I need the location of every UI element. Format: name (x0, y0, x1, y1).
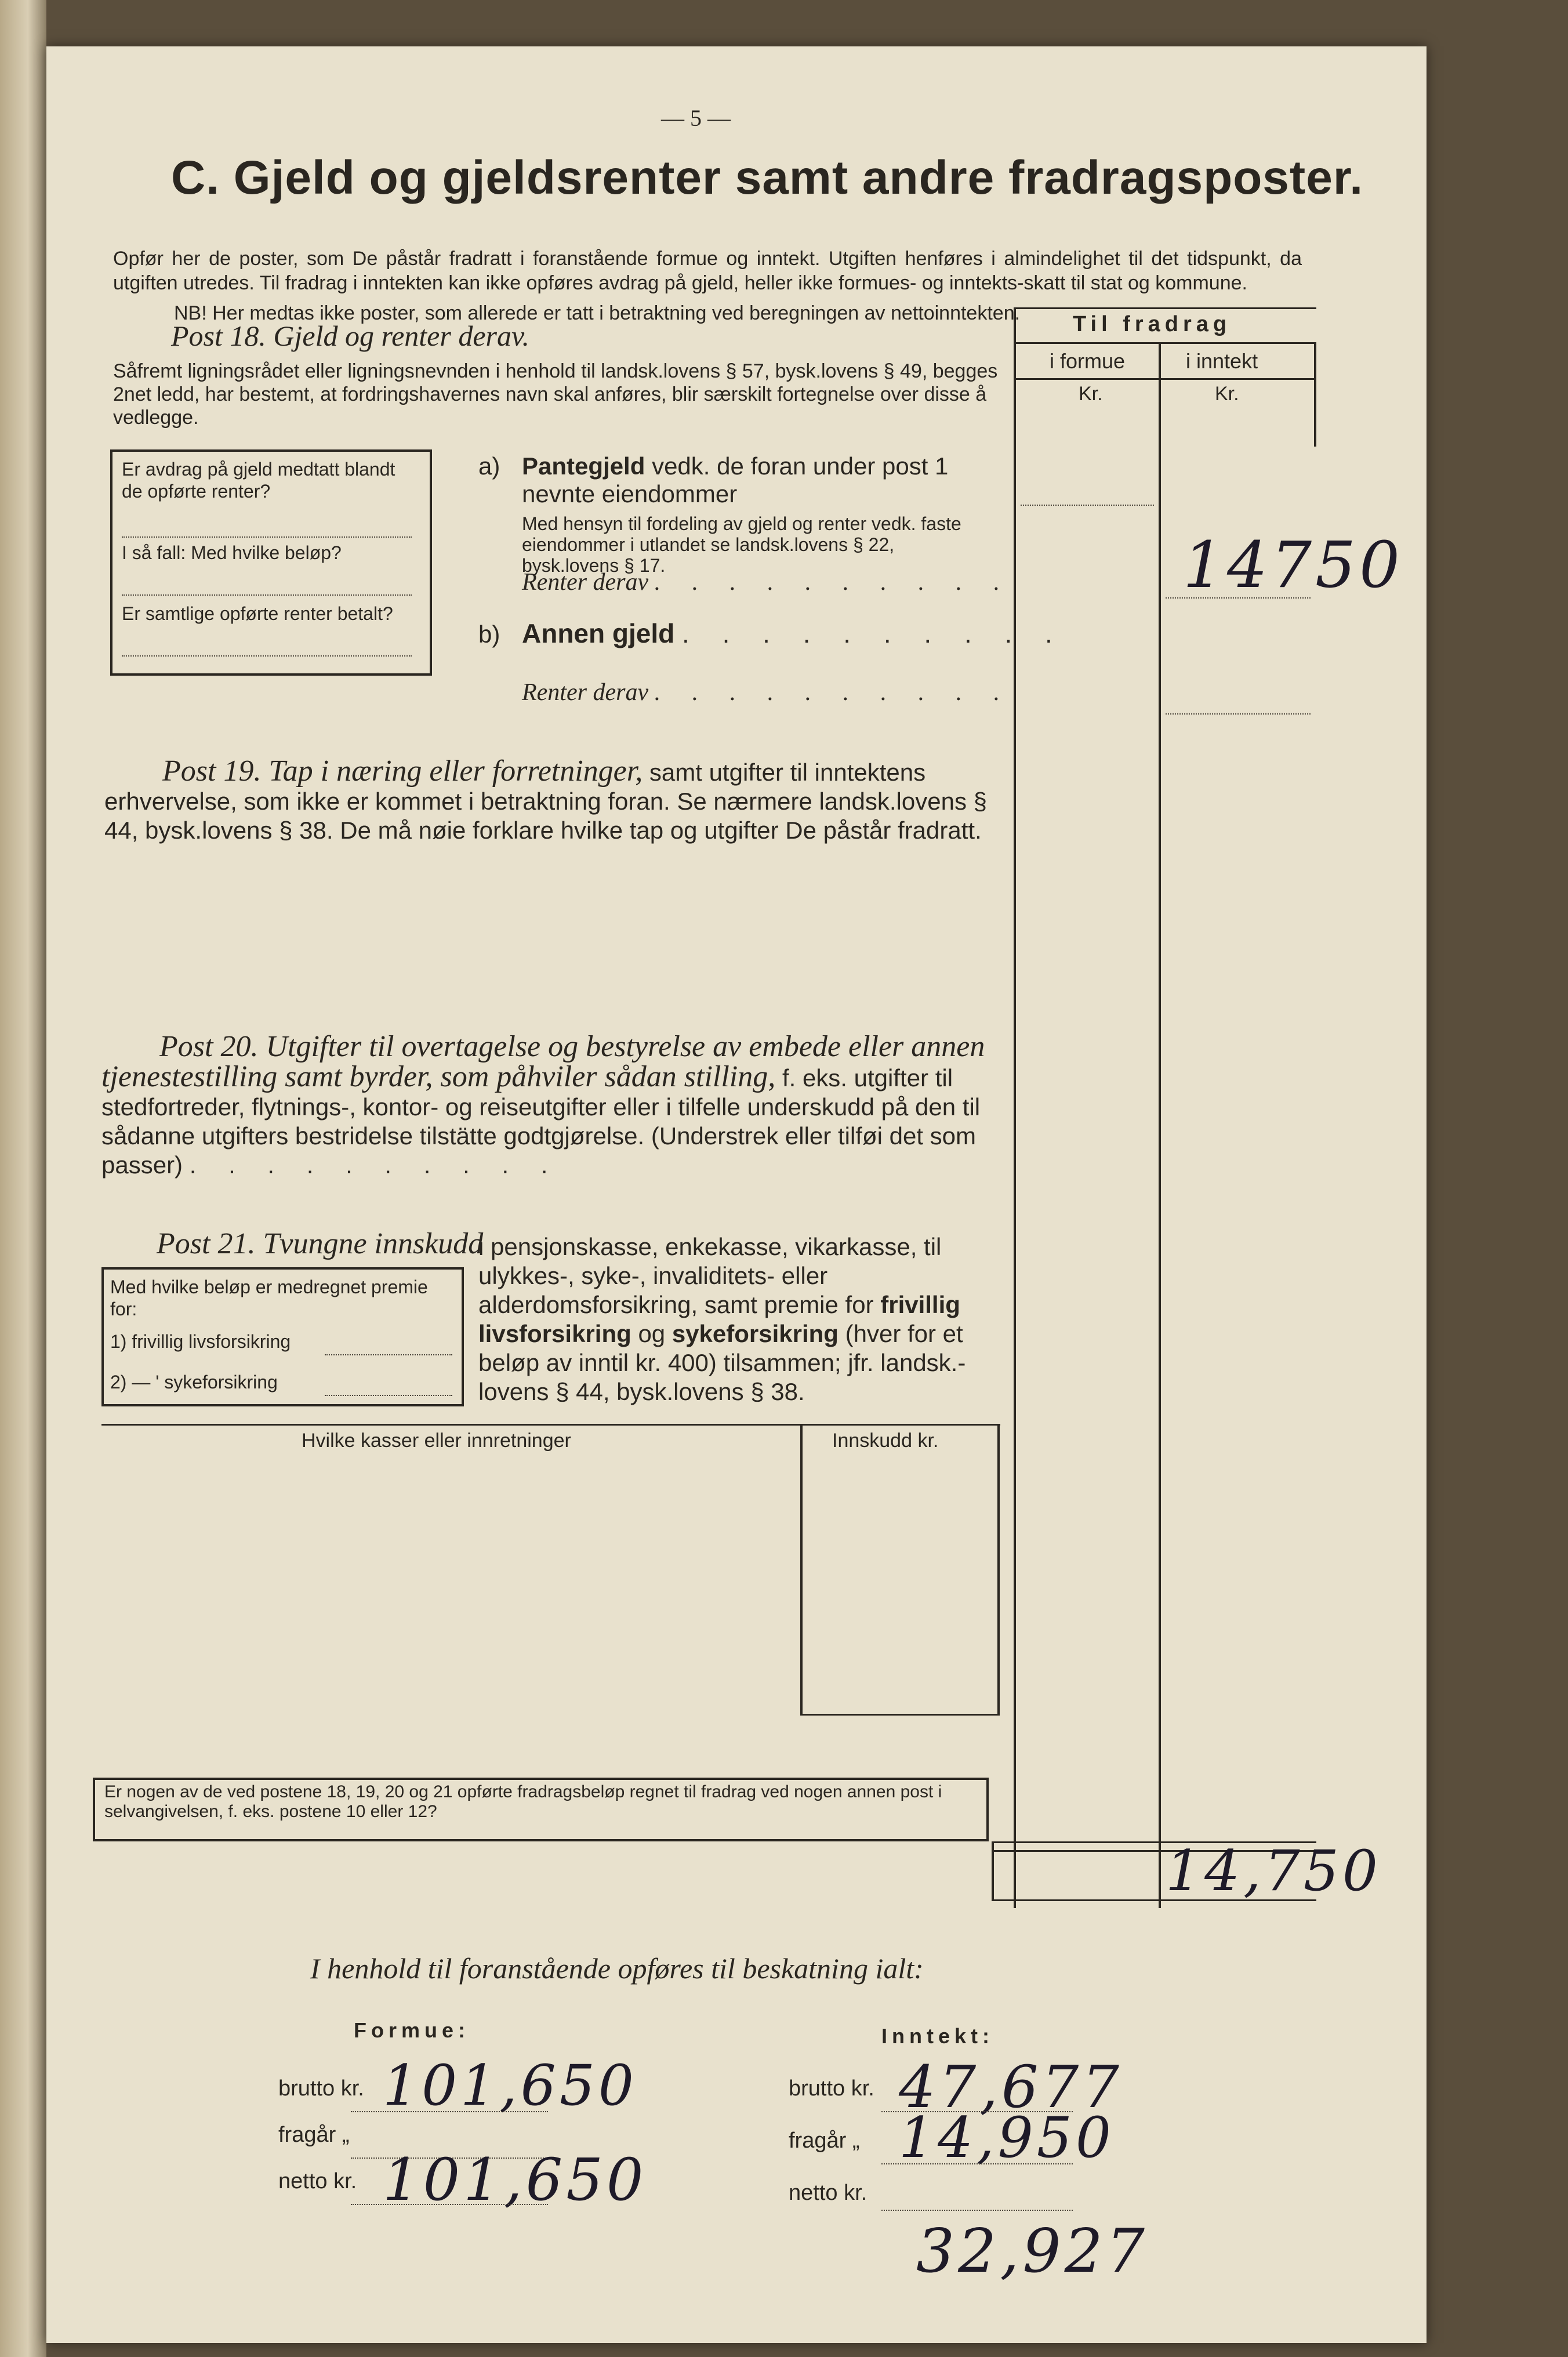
summary-formue-label: Formue: (354, 2018, 470, 2042)
formue-netto-hand: 101,650 (383, 2146, 647, 2214)
fradrag-rule-1 (1015, 342, 1316, 344)
formue-brutto-label: brutto (278, 2076, 335, 2101)
post21-text-b: (hver for et beløp av inntil kr. 400) tilsammen; jfr. landsk.-lovens § 44, bysk.lovens § 38. (478, 1320, 966, 1405)
total-left-border (992, 1841, 994, 1899)
kasser-table-top (101, 1424, 1000, 1426)
post18-b-row (522, 618, 1065, 649)
post18-box-line-2 (122, 594, 412, 596)
col-kasser-header: Hvilke kasser eller innretninger (302, 1430, 571, 1452)
post20-title: Post 20. Utgifter til overtagelse og bestyrelse av embede eller annen tjenestestilling samt byrder, som påhviler sådan stilling, (101, 1030, 985, 1093)
summary-inntekt-label: Inntekt: (881, 2024, 994, 2048)
post18-b-label: b) (478, 621, 500, 648)
post21-box-item-1: 1) frivillig livsforsikring (110, 1331, 291, 1352)
unit-kr-inntekt: Kr. (1215, 383, 1239, 405)
post21-text-bold: frivillig livsforsikring (478, 1291, 960, 1347)
formue-brutto-line (351, 2111, 548, 2112)
inntekt-brutto-row (789, 2076, 874, 2101)
post18-box-q1: Er avdrag på gjeld medtatt blandt de opførte renter? (122, 459, 395, 502)
post18-a-note: Med hensyn til fordeling av gjeld og renter vedk. faste eiendommer i utlandet se landsk.lovens § 22, bysk.lovens § 17. (522, 513, 961, 576)
fradrag-title: Til fradrag (1073, 312, 1232, 336)
col-inntekt-label: i inntekt (1186, 349, 1258, 373)
inntekt-fragar-hand: 14,950 (899, 2105, 1115, 2170)
inntekt-fragar-line (881, 2163, 1073, 2164)
post18-text: Såfremt ligningsrådet eller ligningsnevnden i henhold til landsk.lovens § 57, bysk.lovens § 49, begges 2net ledd, har bestemt, at fordringshavernes navn skal anføres, blir særskilt fortegnelse over disse å vedlegge. (113, 360, 998, 429)
formue-fragar-quote: „ (342, 2123, 350, 2147)
total-hand-amount: 14,750 (1166, 1839, 1381, 1903)
post18-a-dots: . . . . . . . . . . (654, 569, 1013, 596)
post18-box-line-3 (122, 655, 412, 657)
formue-brutto-row (278, 2076, 364, 2101)
summary-title: I henhold til foranstående opføres til beskatning ialt: (310, 1952, 924, 1985)
post21-title: Post 21. Tvungne innskudd (157, 1227, 484, 1260)
fradrag-right-border (1314, 342, 1316, 447)
post21-box-line-2 (325, 1395, 452, 1396)
post18-b-renter-label: Renter derav (522, 679, 649, 706)
post21-box-title: Med hvilke beløp er medregnet premie for: (110, 1277, 428, 1319)
post18-box-q3: Er samtlige opførte renter betalt? (122, 603, 393, 624)
other-post-question: Er nogen av de ved postene 18, 19, 20 og 21 opførte fradragsbeløp regnet til fradrag ved nogen annen post i selvangivelsen, f. eks. postene 10 eller 12? (104, 1782, 942, 1821)
post18-hand-amount: 14750 (1183, 528, 1403, 602)
post18-a-renter-label: Renter derav (522, 569, 649, 596)
formue-netto-row (278, 2169, 357, 2194)
post19-block (104, 757, 1003, 845)
post21-text-bold2: sykeforsikring (672, 1320, 839, 1347)
fradrag-top-rule (1015, 307, 1316, 309)
inntekt-netto-hand: 32,927 (916, 2215, 1148, 2286)
col-innskudd-header: Innskudd kr. (832, 1430, 939, 1452)
post18-a-text (522, 452, 1003, 508)
post18-b-dots: . . . . . . . . . . (682, 618, 1065, 648)
formue-fragar-row (278, 2123, 350, 2148)
post21-text-og: og (638, 1320, 666, 1347)
section-nb: NB! Her medtas ikke poster, som allerede er tatt i betraktning ved beregningen av nettoinntekten. (174, 302, 1021, 324)
fradrag-left-border (1014, 307, 1016, 1908)
fradrag-entry-line-1 (1021, 505, 1154, 506)
inntekt-brutto-kr: kr. (851, 2076, 874, 2101)
post18-a-desc: vedk. de foran under post 1 nevnte eiendommer (522, 452, 949, 507)
kasser-table-divider (800, 1426, 803, 1716)
formue-netto-line (351, 2204, 548, 2205)
formue-netto-kr: kr. (333, 2169, 357, 2193)
post19-title: Post 19. Tap i næring eller forretninger, (162, 755, 643, 788)
post21-box-item-2: 2) — ' sykeforsikring (110, 1372, 278, 1393)
post21-text-a: i pensjonskasse, enkekasse, vikarkasse, til ulykkes-, syke-, invaliditets- eller alderdomsforsikring, samt premie for (478, 1233, 942, 1318)
formue-brutto-kr: kr. (340, 2076, 364, 2101)
post18-b-title: Annen gjeld (522, 618, 675, 648)
inntekt-fragar-quote: „ (852, 2128, 860, 2153)
inntekt-brutto-hand: 47,677 (899, 2053, 1123, 2121)
post18-box-q2: I så fall: Med hvilke beløp? (122, 542, 342, 563)
formue-brutto-hand: 101,650 (383, 2053, 637, 2118)
post18-a-title: Pantegjeld (522, 452, 645, 480)
post18-a-label: a) (478, 452, 500, 480)
inntekt-brutto-label: brutto (789, 2076, 845, 2101)
post20-dots: . . . . . . . . . . (189, 1151, 561, 1178)
post21-text (478, 1232, 1029, 1406)
post21-box-line-1 (325, 1354, 452, 1355)
post20-block (101, 1032, 1006, 1180)
post19-text: samt utgifter til inntektens erhvervelse, som ikke er kommet i betraktning foran. Se nærmere landsk.lovens § 44, bysk.lovens § 38. De må nøie forklare hvilke tap og utgifter De påstår fradratt. (104, 759, 987, 844)
kasser-table-bottom (800, 1714, 1000, 1716)
inntekt-netto-row (789, 2181, 867, 2206)
fradrag-rule-2 (1015, 378, 1316, 380)
previous-page-edge (0, 0, 46, 2357)
post18-b-renter (522, 679, 1012, 706)
formue-netto-label: netto (278, 2169, 328, 2193)
page-number: — 5 — (661, 105, 731, 131)
section-title: C. Gjeld og gjeldsrenter samt andre fradragsposter. (171, 151, 1363, 204)
post20-text: f. eks. utgifter til stedfortreder, flytnings-, kontor- og reiseutgifter eller i tilfelle underskudd på den til sådanne utgifters bestridelse tilstätte godtgjørelse. (Understrek eller tilføi det som passer) (101, 1064, 981, 1178)
post18-b-dots-2: . . . . . . . . . . (654, 679, 1013, 706)
form-page (46, 46, 1427, 2343)
fradrag-entry-line-3 (1166, 713, 1311, 715)
inntekt-netto-kr: kr. (844, 2181, 868, 2205)
formue-fragar-label: fragår (278, 2123, 336, 2147)
inntekt-fragar-row (789, 2128, 860, 2153)
post18-box-line-1 (122, 536, 412, 538)
post18-title: Post 18. Gjeld og renter derav. (171, 320, 529, 352)
unit-kr-formue: Kr. (1079, 383, 1103, 405)
inntekt-fragar-label: fragår (789, 2128, 847, 2153)
kasser-table-right (997, 1426, 1000, 1716)
col-formue-label: i formue (1050, 349, 1126, 373)
section-intro: Opfør her de poster, som De påstår fradratt i foranstående formue og inntekt. Utgiften henføres i almindelighet til det tidspunkt, da utgiften utredes. Til fradrag i inntekten kan ikke opføres avdrag på gjeld, heller ikke formues- og inntekts-skatt til stat og kommune. (113, 248, 1302, 294)
post18-a-renter (522, 568, 1012, 596)
inntekt-netto-line (881, 2210, 1073, 2211)
inntekt-netto-label: netto (789, 2181, 838, 2205)
fradrag-middle-border (1159, 342, 1161, 1908)
